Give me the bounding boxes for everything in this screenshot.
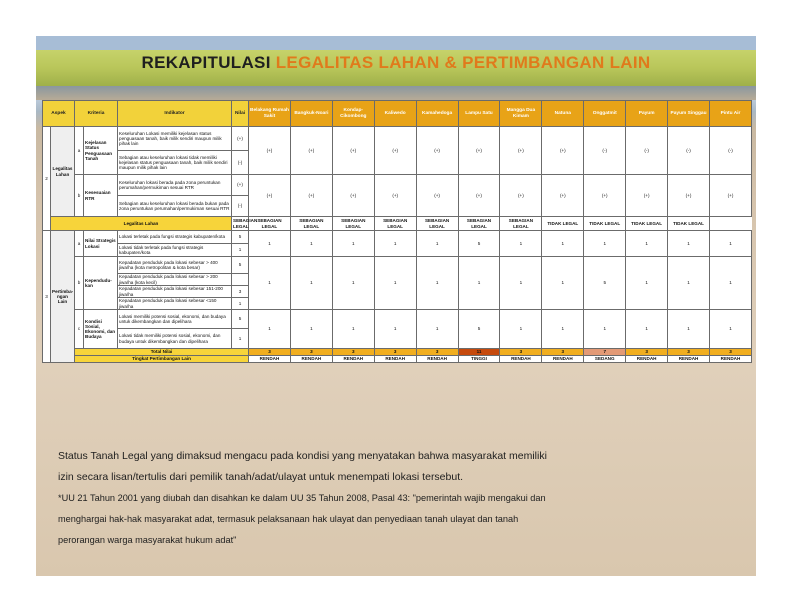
score-cell: 1 bbox=[249, 257, 291, 310]
aspek-pertimbangan: Pertimba-ngan Lain bbox=[51, 231, 75, 363]
nilai-cell: 5 bbox=[232, 257, 249, 274]
nilai-cell bbox=[232, 274, 249, 286]
tingkat-cell: TINGGI bbox=[458, 356, 500, 363]
legal-status-cell: SEBAGIAN LEGAL bbox=[458, 217, 500, 231]
value-cell: (+) bbox=[458, 127, 500, 175]
notes bbox=[58, 446, 748, 551]
location-header: Belakang Rumah Sakit bbox=[249, 101, 291, 127]
score-cell: 1 bbox=[416, 257, 458, 310]
score-cell: 1 bbox=[374, 257, 416, 310]
indikator-text: Kepadatan penduduk pada lokasi sebesar > 400 jiwa/ha (kota metropolitan & kota besar) bbox=[118, 257, 232, 274]
value-cell: (+) bbox=[709, 175, 751, 217]
score-cell: 1 bbox=[709, 310, 751, 349]
table-row bbox=[43, 231, 752, 244]
total-cell: 3 bbox=[500, 349, 542, 356]
score-cell: 1 bbox=[290, 257, 332, 310]
legal-status-cell: SEBAGIAN LEGAL bbox=[500, 217, 542, 231]
nilai-cell: (-) bbox=[232, 151, 249, 175]
legal-status-cell: SEBAGIAN LEGAL bbox=[249, 217, 291, 231]
score-cell: 1 bbox=[626, 310, 668, 349]
total-cell: 3 bbox=[290, 349, 332, 356]
indikator-text: Kepadatan penduduk pada lokasi sebesar <150 jiwa/ha bbox=[118, 298, 232, 310]
location-header: Kondap-Cikombong bbox=[332, 101, 374, 127]
legal-status-cell: TIDAK LEGAL bbox=[542, 217, 584, 231]
value-cell: (+) bbox=[249, 175, 291, 217]
indikator-text: Sebagian atau keseluruhan lokasi berada bukan pada zona peruntukan perumahan/permukiman sesuai RTR bbox=[118, 196, 232, 217]
note-line: izin secara lisan/tertulis dari pemilik tanah/adat/ulayat untuk menempati lokasi tersebut. bbox=[58, 471, 464, 483]
indikator-text: Sebagian atau keseluruhan lokasi tidak memiliki kejelasan status penguasaan tanah, baik milik sendiri maupun milik pihak lain bbox=[118, 151, 232, 175]
slide-title bbox=[36, 53, 756, 73]
score-cell: 1 bbox=[626, 257, 668, 310]
value-cell: (-) bbox=[584, 127, 626, 175]
recap-table bbox=[42, 100, 752, 363]
kriteria-name: Kependudu-kan bbox=[84, 257, 118, 310]
score-cell: 1 bbox=[709, 231, 751, 257]
aspek-legalitas: Legalitas Lahan bbox=[51, 127, 75, 217]
table-row bbox=[43, 127, 752, 151]
score-cell: 1 bbox=[332, 310, 374, 349]
nilai-cell: 1 bbox=[232, 329, 249, 349]
table-row bbox=[43, 257, 752, 274]
table-row bbox=[43, 356, 752, 363]
total-cell: 3 bbox=[416, 349, 458, 356]
score-cell: 1 bbox=[416, 231, 458, 257]
header-kriteria: Kriteria bbox=[75, 101, 118, 127]
location-header: Pintu Air bbox=[709, 101, 751, 127]
tingkat-cell: RENDAH bbox=[249, 356, 291, 363]
indikator-text: Lokasi tidak terletak pada fungsi strategis kabupaten/kota bbox=[118, 244, 232, 257]
location-header: Kamahedoga bbox=[416, 101, 458, 127]
total-cell: 3 bbox=[668, 349, 710, 356]
location-header: Kaliwedo bbox=[374, 101, 416, 127]
value-cell: (+) bbox=[626, 175, 668, 217]
value-cell: (+) bbox=[500, 175, 542, 217]
score-cell: 1 bbox=[668, 257, 710, 310]
value-cell: (+) bbox=[416, 127, 458, 175]
nilai-cell: (+) bbox=[232, 175, 249, 196]
legal-status-cell: TIDAK LEGAL bbox=[584, 217, 626, 231]
tingkat-cell: RENDAH bbox=[626, 356, 668, 363]
tingkat-cell: RENDAH bbox=[709, 356, 751, 363]
value-cell: (+) bbox=[416, 175, 458, 217]
indikator-text: Kepadatan penduduk pada lokasi sebesar > 200 jiwa/ha (kota kecil) bbox=[118, 274, 232, 286]
total-cell: 3 bbox=[332, 349, 374, 356]
table-row bbox=[43, 310, 752, 329]
legal-status-cell: TIDAK LEGAL bbox=[668, 217, 710, 231]
value-cell: (+) bbox=[290, 127, 332, 175]
section-number: 3 bbox=[43, 231, 51, 363]
location-header: Bangkuk-Noari bbox=[290, 101, 332, 127]
score-cell: 1 bbox=[249, 310, 291, 349]
score-cell: 1 bbox=[584, 310, 626, 349]
kriteria-letter: a bbox=[75, 231, 84, 257]
value-cell: (+) bbox=[290, 175, 332, 217]
value-cell: (+) bbox=[249, 127, 291, 175]
score-cell: 1 bbox=[374, 231, 416, 257]
nilai-cell: (+) bbox=[232, 127, 249, 151]
value-cell: (+) bbox=[374, 175, 416, 217]
tingkat-cell: RENDAH bbox=[668, 356, 710, 363]
summary-label: Legalitas Lahan bbox=[51, 217, 232, 231]
note-line: perorangan warga masyarakat hukum adat" bbox=[58, 535, 237, 545]
score-cell: 1 bbox=[290, 231, 332, 257]
score-cell: 1 bbox=[668, 231, 710, 257]
indikator-text: Kepadatan penduduk pada lokasi sebesar 151-200 jiwa/ha bbox=[118, 286, 232, 298]
table-row bbox=[43, 349, 752, 356]
value-cell: (-) bbox=[709, 127, 751, 175]
value-cell: (+) bbox=[374, 127, 416, 175]
score-cell: 1 bbox=[500, 257, 542, 310]
total-cell: 3 bbox=[709, 349, 751, 356]
value-cell: (+) bbox=[584, 175, 626, 217]
indikator-text: Lokasi terletak pada fungsi strategis kabupaten/kota bbox=[118, 231, 232, 244]
sky-band bbox=[36, 36, 756, 50]
total-cell: 7 bbox=[584, 349, 626, 356]
kriteria-name: Nilai Strategis Lokasi bbox=[84, 231, 118, 257]
score-cell: 1 bbox=[542, 257, 584, 310]
location-header: Onggatmit bbox=[584, 101, 626, 127]
title-part2: LEGALITAS LAHAN & PERTIMBANGAN LAIN bbox=[275, 53, 651, 72]
score-cell: 1 bbox=[332, 231, 374, 257]
header-aspek: Aspek bbox=[43, 101, 75, 127]
note-line: Status Tanah Legal yang dimaksud mengacu pada kondisi yang menyatakan bahwa masyarakat memiliki bbox=[58, 450, 547, 462]
kriteria-name: Kesesuaian RTR bbox=[84, 175, 118, 217]
note-line: menghargai hak-hak masyarakat adat, termasuk pelaksanaan hak ulayat dan penyediaan tanah ulayat dan tanah bbox=[58, 514, 519, 524]
value-cell: (-) bbox=[626, 127, 668, 175]
table-row bbox=[43, 175, 752, 196]
kriteria-letter: b bbox=[75, 175, 84, 217]
tingkat-cell: RENDAH bbox=[542, 356, 584, 363]
tingkat-cell: RENDAH bbox=[332, 356, 374, 363]
value-cell: (+) bbox=[458, 175, 500, 217]
score-cell: 5 bbox=[458, 231, 500, 257]
slide bbox=[36, 36, 756, 576]
legal-status-cell: SEBAGIAN LEGAL bbox=[233, 218, 258, 229]
legal-status-cell: SEBAGIAN LEGAL bbox=[290, 217, 332, 231]
score-cell: 1 bbox=[542, 231, 584, 257]
header-row bbox=[43, 101, 752, 127]
indikator-text: Keseluruhan Lokasi memiliki kejelasan status penguasaan tanah, baik milik sendiri maupun milik pihak lain bbox=[118, 127, 232, 151]
total-label: Total Nilai bbox=[75, 349, 249, 356]
score-cell: 1 bbox=[290, 310, 332, 349]
score-cell: 1 bbox=[374, 310, 416, 349]
table-row bbox=[43, 217, 752, 231]
tingkat-label: Tingkat Pertimbangan Lain bbox=[75, 356, 249, 363]
total-cell: 11 bbox=[458, 349, 500, 356]
score-cell: 1 bbox=[626, 231, 668, 257]
value-cell: (+) bbox=[332, 175, 374, 217]
header-nilai: Nilai bbox=[232, 101, 249, 127]
location-header: Payum Singgau bbox=[668, 101, 710, 127]
score-cell: 1 bbox=[249, 231, 291, 257]
location-header: Payum bbox=[626, 101, 668, 127]
value-cell: (-) bbox=[668, 127, 710, 175]
score-cell: 1 bbox=[332, 257, 374, 310]
total-cell: 3 bbox=[249, 349, 291, 356]
nilai-cell: 1 bbox=[232, 298, 249, 310]
tingkat-cell: RENDAH bbox=[500, 356, 542, 363]
indikator-text: Keseluruhan lokasi berada pada zona peruntukan perumahan/permukiman sesuai RTR bbox=[118, 175, 232, 196]
score-cell: 1 bbox=[709, 257, 751, 310]
kriteria-name: Kejelasan Status Penguasaan Tanah bbox=[84, 127, 118, 175]
kriteria-name: Kondisi Sosial, Ekonomi, dan Budaya bbox=[84, 310, 118, 349]
header-indikator: Indikator bbox=[118, 101, 232, 127]
legal-status-cell: SEBAGIAN LEGAL bbox=[332, 217, 374, 231]
tingkat-cell: RENDAH bbox=[290, 356, 332, 363]
tingkat-cell: RENDAH bbox=[374, 356, 416, 363]
kriteria-letter: c bbox=[75, 310, 84, 349]
nilai-cell: 5 bbox=[232, 310, 249, 329]
value-cell: (+) bbox=[332, 127, 374, 175]
score-cell: 1 bbox=[500, 231, 542, 257]
score-cell: 5 bbox=[584, 257, 626, 310]
section-number: 2 bbox=[43, 127, 51, 231]
total-cell: 3 bbox=[542, 349, 584, 356]
score-cell: 1 bbox=[416, 310, 458, 349]
score-cell: 5 bbox=[458, 310, 500, 349]
value-cell: (+) bbox=[542, 175, 584, 217]
location-header: Lampu Satu bbox=[458, 101, 500, 127]
kriteria-letter: a bbox=[75, 127, 84, 175]
total-cell: 3 bbox=[374, 349, 416, 356]
legal-status-cell: SEBAGIAN LEGAL bbox=[374, 217, 416, 231]
value-cell: (+) bbox=[668, 175, 710, 217]
legal-status-cell: SEBAGIAN LEGAL bbox=[416, 217, 458, 231]
score-cell: 1 bbox=[458, 257, 500, 310]
score-cell: 1 bbox=[542, 310, 584, 349]
location-header: Mangga Dua Kimam bbox=[500, 101, 542, 127]
score-cell: 1 bbox=[584, 231, 626, 257]
nilai-cell: 1 bbox=[232, 244, 249, 257]
nilai-cell: 5 bbox=[232, 231, 249, 244]
score-cell: 1 bbox=[668, 310, 710, 349]
indikator-text: Lokasi memiliki potensi sosial, ekonomi, dan budaya untuk dikembangkan dan dipelihara bbox=[118, 310, 232, 329]
tingkat-cell: SEDANG bbox=[584, 356, 626, 363]
value-cell: (+) bbox=[542, 127, 584, 175]
title-part1: REKAPITULASI bbox=[141, 53, 276, 72]
note-line: *UU 21 Tahun 2001 yang diubah dan disahkan ke dalam UU 35 Tahun 2008, Pasal 43: "pemerintah wajib mengakui dan bbox=[58, 493, 546, 503]
value-cell: (+) bbox=[500, 127, 542, 175]
kriteria-letter: b bbox=[75, 257, 84, 310]
nilai-cell: 3 bbox=[232, 286, 249, 298]
location-header: Natuna bbox=[542, 101, 584, 127]
legal-status-cell: TIDAK LEGAL bbox=[626, 217, 668, 231]
score-cell: 1 bbox=[500, 310, 542, 349]
total-cell: 3 bbox=[626, 349, 668, 356]
tingkat-cell: RENDAH bbox=[416, 356, 458, 363]
indikator-text: Lokasi tidak memiliki potensi sosial, ekonomi, dan budaya untuk dikembangkan dan dipelihara bbox=[118, 329, 232, 349]
horizon-band bbox=[36, 86, 756, 100]
nilai-cell: (-) bbox=[232, 196, 249, 217]
